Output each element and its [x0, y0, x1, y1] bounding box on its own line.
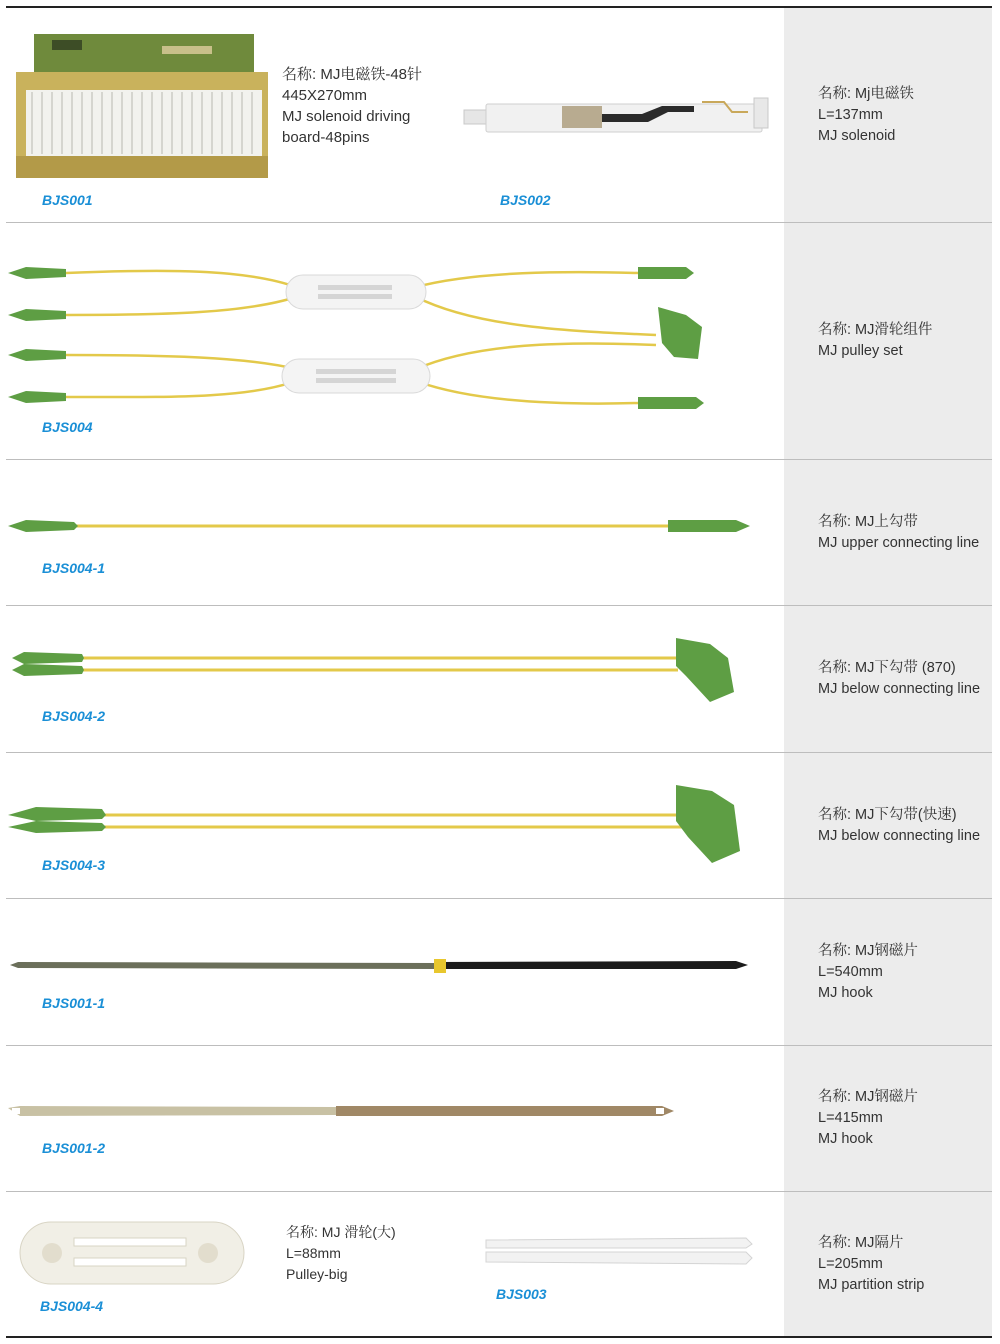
product-row-7 — [6, 1046, 992, 1192]
product-code: BJS003 — [496, 1286, 547, 1302]
product-code: BJS004-3 — [42, 857, 106, 873]
spec-line: 名称: MJ隔片 — [818, 1234, 904, 1251]
solenoid-image — [462, 96, 772, 140]
spec-panel — [784, 1046, 992, 1191]
spec-line: L=540mm — [818, 963, 883, 980]
desc-line: Pulley-big — [286, 1266, 348, 1282]
spec-panel — [784, 8, 992, 222]
spec-line: MJ pulley set — [818, 343, 903, 359]
solenoid-board-image — [12, 32, 272, 178]
item-desc-bjs004-4 — [286, 1222, 396, 1285]
product-catalog — [6, 6, 992, 1338]
product-code: BJS004-4 — [40, 1298, 104, 1314]
spec-line: MJ below connecting line — [818, 681, 981, 697]
spec-panel — [784, 753, 992, 898]
spec-line: 名称: MJ下勾带 (870) — [818, 660, 956, 676]
product-code: BJS004-2 — [42, 708, 106, 724]
partition-strip-image — [484, 1234, 754, 1268]
spec-panel — [784, 899, 992, 1045]
desc-line: board-48pins — [282, 129, 370, 146]
spec-line: MJ hook — [818, 984, 873, 1001]
product-row-1 — [6, 8, 992, 223]
product-row-8 — [6, 1192, 992, 1338]
hook-415-image — [6, 1102, 686, 1122]
product-row-4 — [6, 606, 992, 753]
spec-line: 名称: MJ下勾带(快速) — [818, 806, 957, 823]
spec-panel — [784, 606, 992, 752]
desc-line: 445X270mm — [282, 87, 368, 104]
product-row-6 — [6, 899, 992, 1046]
spec-line: L=415mm — [818, 1110, 883, 1126]
desc-line: 名称: MJ 滑轮(大) — [286, 1224, 396, 1240]
spec-line: MJ partition strip — [818, 1276, 925, 1293]
product-code: BJS004-1 — [42, 560, 106, 576]
desc-line: MJ solenoid driving — [282, 108, 411, 125]
spec-line: MJ upper connecting line — [818, 534, 980, 551]
product-code: BJS001 — [42, 192, 93, 208]
spec-line: L=205mm — [818, 1255, 883, 1272]
spec-panel — [784, 460, 992, 605]
spec-line: MJ hook — [818, 1131, 873, 1147]
product-code: BJS002 — [500, 192, 551, 208]
spec-panel — [784, 1192, 992, 1336]
desc-line: 名称: MJ电磁铁-48针 — [282, 66, 423, 83]
desc-line: L=88mm — [286, 1245, 341, 1261]
spec-line: 名称: MJ钢磁片 — [818, 1089, 918, 1105]
spec-line: MJ solenoid — [818, 127, 896, 144]
spec-line: 名称: MJ滑轮组件 — [818, 322, 933, 338]
below-connecting-line-image — [6, 636, 746, 706]
item-desc-bjs001 — [282, 64, 422, 148]
product-row-5 — [6, 753, 992, 899]
product-row-2 — [6, 223, 992, 460]
pulley-big-image — [18, 1220, 248, 1286]
below-connecting-line-fast-image — [6, 781, 756, 871]
product-code: BJS001-1 — [42, 995, 106, 1011]
spec-line: 名称: MJ上勾带 — [818, 513, 918, 530]
spec-panel — [784, 223, 992, 459]
pulley-set-image — [6, 257, 726, 417]
spec-line: 名称: Mj电磁铁 — [818, 85, 914, 102]
spec-line: 名称: MJ钢磁片 — [818, 942, 918, 959]
product-row-3 — [6, 460, 992, 606]
spec-line: MJ below connecting line — [818, 827, 981, 844]
product-code: BJS001-2 — [42, 1140, 106, 1156]
hook-540-image — [6, 957, 756, 977]
spec-line: L=137mm — [818, 106, 883, 123]
product-code: BJS004 — [42, 419, 93, 435]
upper-connecting-line-image — [6, 516, 756, 536]
